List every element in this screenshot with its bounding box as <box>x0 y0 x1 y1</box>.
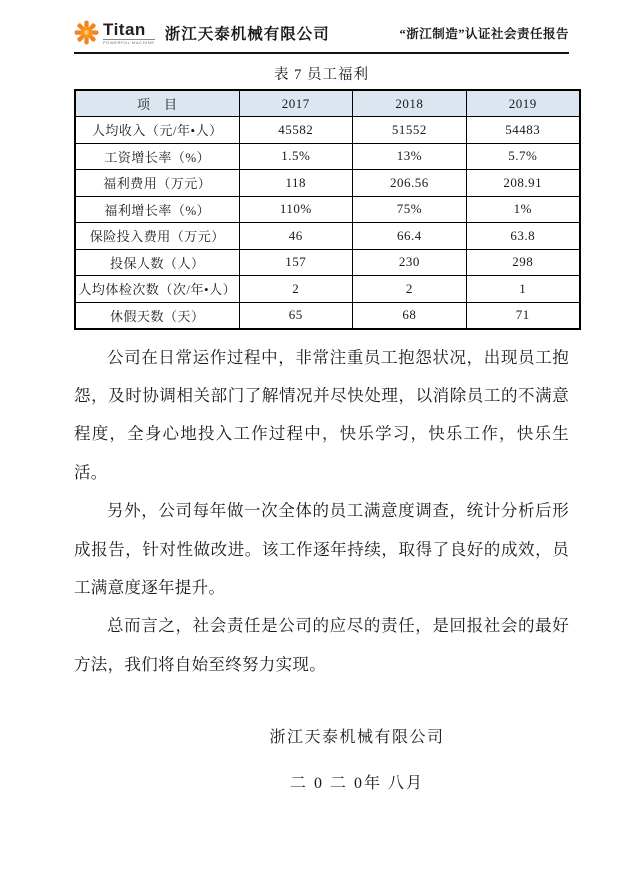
signature-company: 浙江天泰机械有限公司 <box>269 729 445 747</box>
logo-text <box>103 21 155 45</box>
row-label-cell: 休假天数（天） <box>75 302 239 329</box>
table-cell: 208.91 <box>466 170 580 197</box>
table-cell: 157 <box>239 249 353 276</box>
row-label-cell: 福利增长率（%） <box>75 196 239 223</box>
table-cell: 2 <box>353 276 467 303</box>
table-cell: 1% <box>466 196 580 223</box>
table-row <box>75 302 580 329</box>
table-cell: 46 <box>239 223 353 250</box>
table-cell: 110% <box>239 196 353 223</box>
body-text <box>74 339 569 685</box>
table-row <box>75 249 580 276</box>
table-cell: 71 <box>466 302 580 329</box>
table-cell: 51552 <box>353 117 467 144</box>
table-cell: 68 <box>353 302 467 329</box>
table-cell: 230 <box>353 249 467 276</box>
paragraph-satisfaction-survey: 另外，公司每年做一次全体的员工满意度调查，统计分析后形成报告，针对性做改进。该工作逐年持续，取得了良好的成效，员工满意度逐年提升。 <box>74 501 569 597</box>
table-cell: 13% <box>353 143 467 170</box>
paragraph-complaints: 公司在日常运作过程中，非常注重员工抱怨状况，出现员工抱怨，及时协调相关部门了解情况并尽快处理，以消除员工的不满意程度，全身心地投入工作过程中，快乐学习，快乐工作，快乐生活。 <box>74 347 569 482</box>
report-header <box>74 20 569 54</box>
paragraph-conclusion: 总而言之，社会责任是公司的应尽的责任，是回报社会的最好方法，我们将自始至终努力实现。 <box>74 616 569 674</box>
table-row <box>75 276 580 303</box>
row-label-cell: 工资增长率（%） <box>75 143 239 170</box>
column-header-2019: 2019 <box>466 90 580 117</box>
table-cell: 75% <box>353 196 467 223</box>
logo-brand-text: Titan <box>103 19 146 39</box>
column-header-2017: 2017 <box>239 90 353 117</box>
row-label-cell: 投保人数（人） <box>75 249 239 276</box>
row-label-cell: 保险投入费用（万元） <box>75 223 239 250</box>
table-cell: 63.8 <box>466 223 580 250</box>
row-label-cell: 福利费用（万元） <box>75 170 239 197</box>
signature-block <box>207 724 507 793</box>
table-cell: 298 <box>466 249 580 276</box>
row-label-cell: 人均收入（元/年•人） <box>75 117 239 144</box>
column-header-item: 项 目 <box>75 90 239 117</box>
table-cell: 206.56 <box>353 170 467 197</box>
table-cell: 1.5% <box>239 143 353 170</box>
table-row <box>75 143 580 170</box>
table-cell: 1 <box>466 276 580 303</box>
table-cell: 5.7% <box>466 143 580 170</box>
table-cell: 45582 <box>239 117 353 144</box>
table-cell: 65 <box>239 302 353 329</box>
gear-icon <box>74 20 99 45</box>
header-report-title: “浙江制造”认证社会责任报告 <box>399 27 569 41</box>
table-cell: 54483 <box>466 117 580 144</box>
table-row <box>75 196 580 223</box>
header-company-name: 浙江天泰机械有限公司 <box>164 25 330 43</box>
table-row <box>75 223 580 250</box>
table-cell: 2 <box>239 276 353 303</box>
table-row <box>75 117 580 144</box>
table-cell: 118 <box>239 170 353 197</box>
employee-welfare-table <box>74 89 581 330</box>
column-header-2018: 2018 <box>353 90 467 117</box>
table-cell: 66.4 <box>353 223 467 250</box>
titan-logo <box>74 20 155 45</box>
row-label-cell: 人均体检次数（次/年•人） <box>75 276 239 303</box>
table-header-row <box>75 90 580 117</box>
table-row <box>75 170 580 197</box>
table-title: 表 7 员工福利 <box>274 67 369 83</box>
signature-date: 二 0 二 0年 八月 <box>289 775 424 793</box>
logo-tagline-text: POWERFUL MACHINE <box>103 39 155 45</box>
